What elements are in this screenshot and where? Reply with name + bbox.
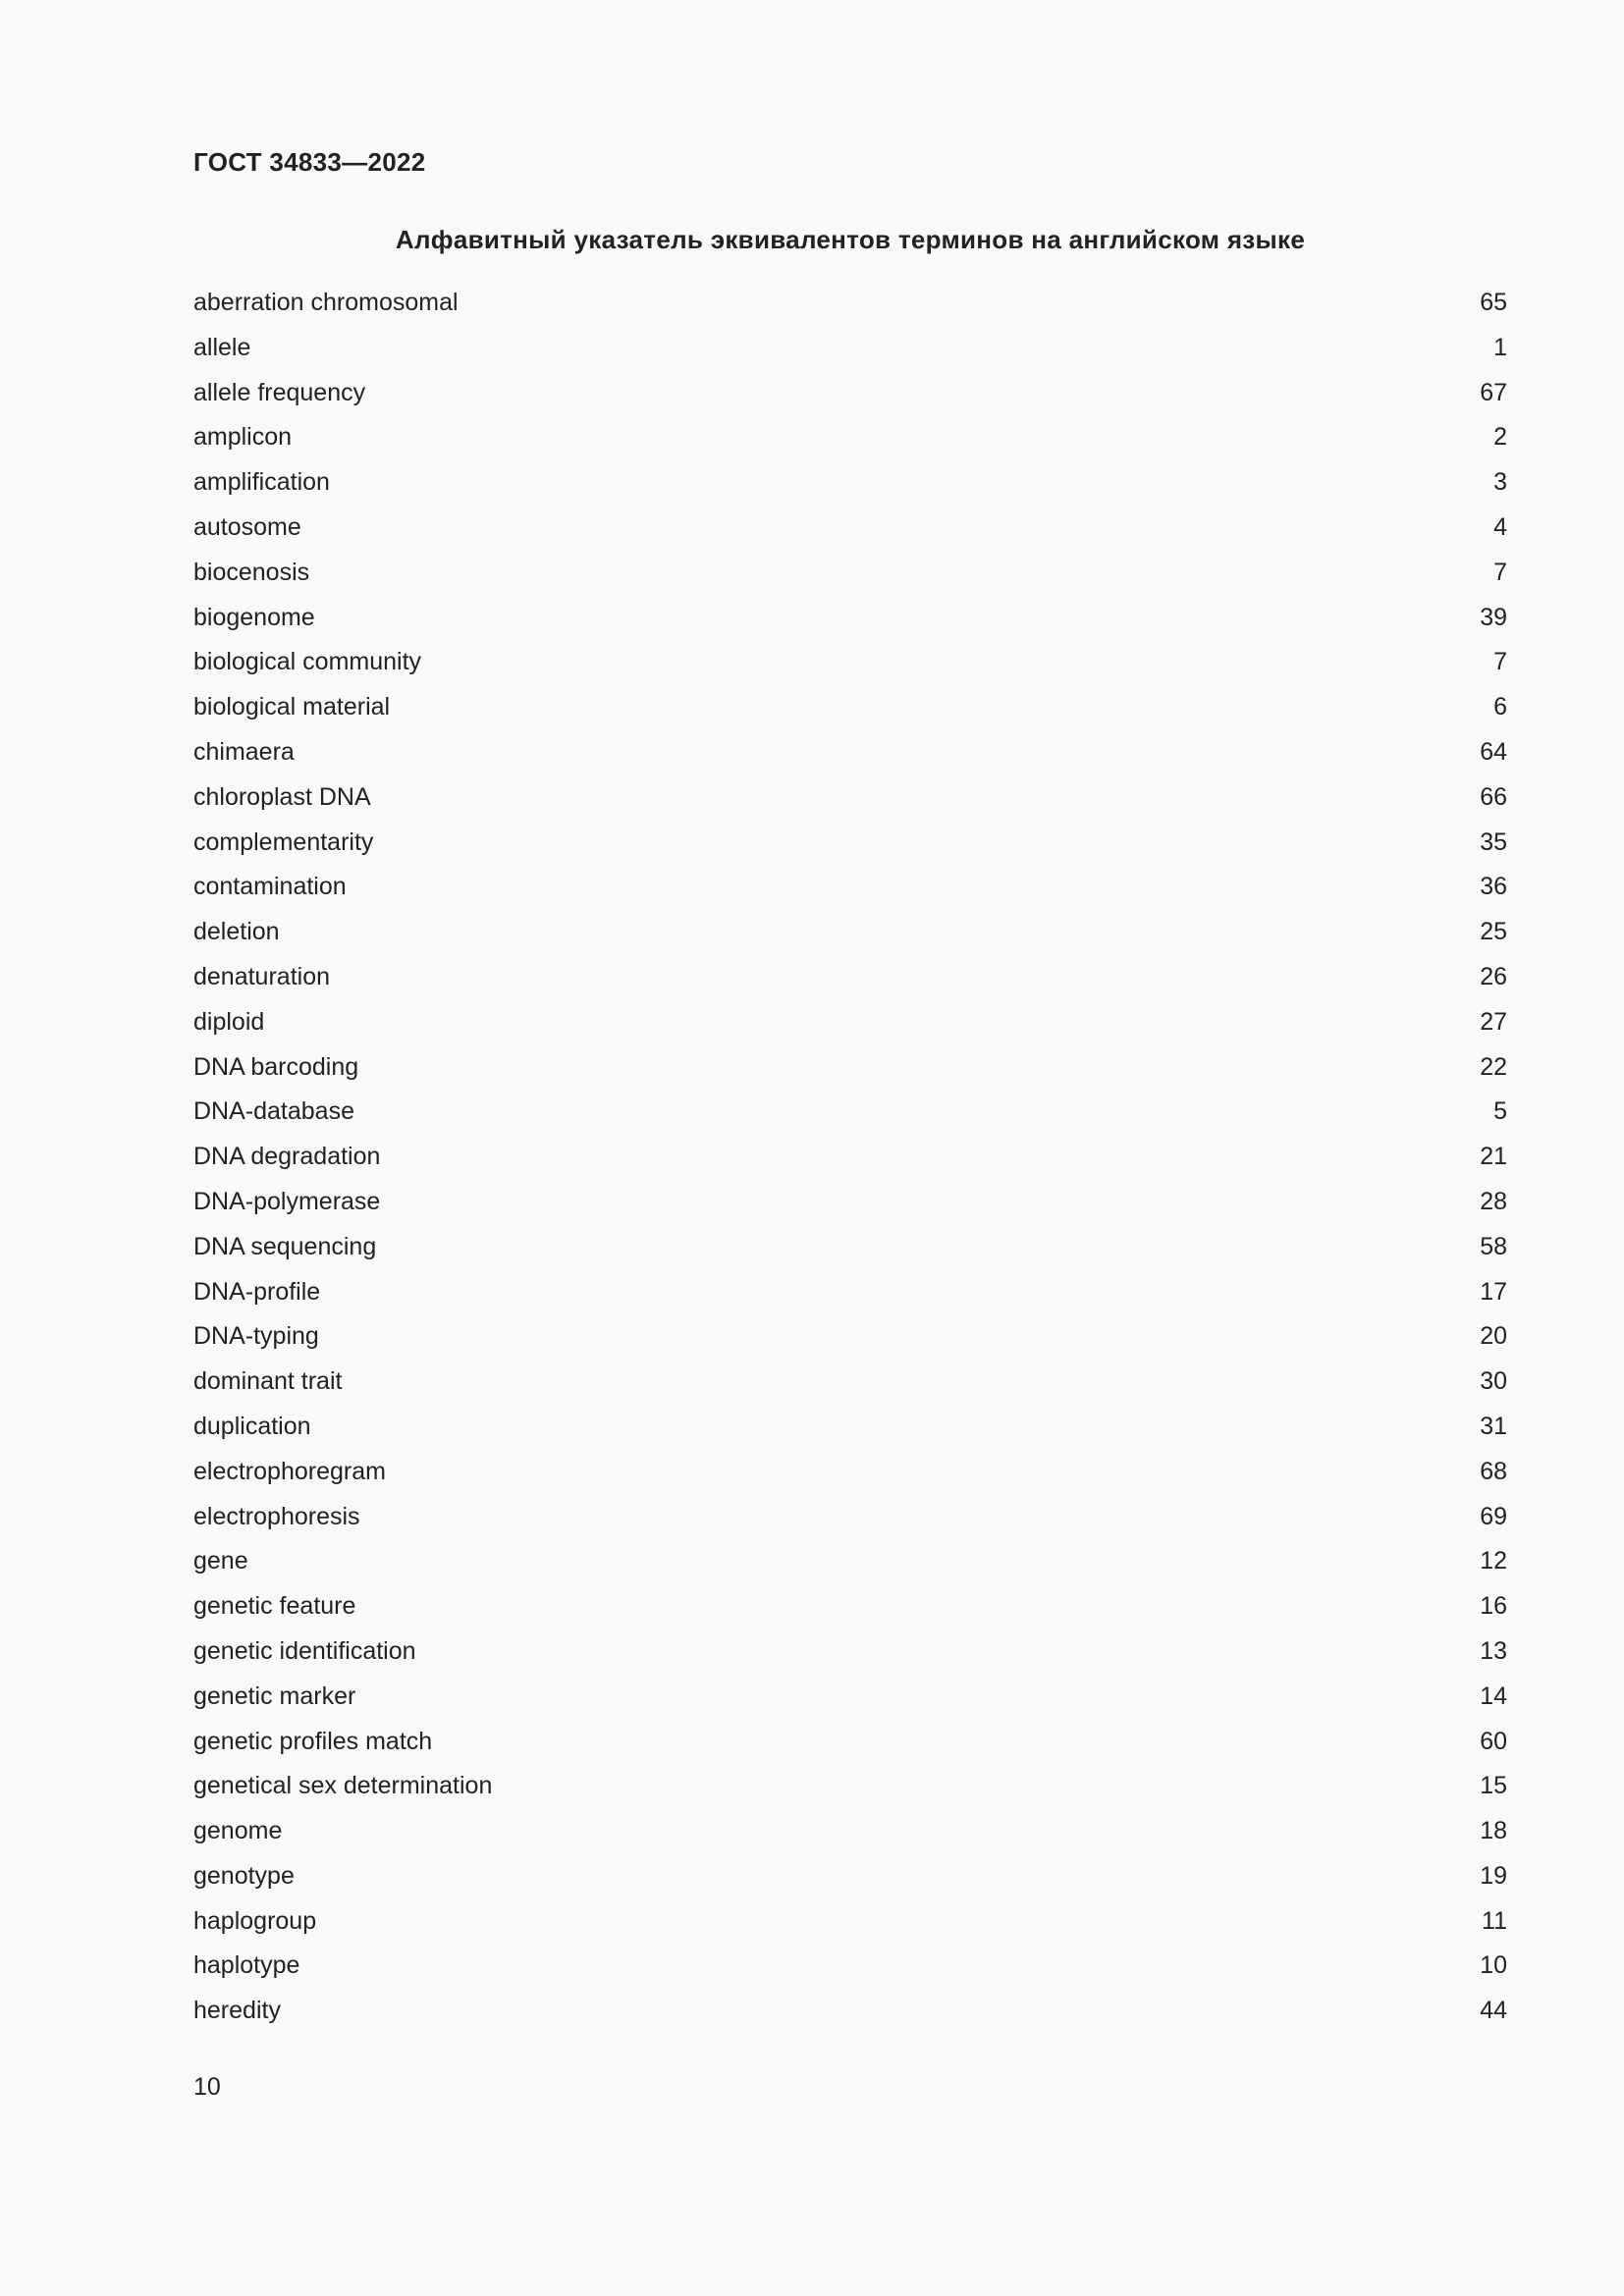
index-entry bbox=[193, 873, 1507, 918]
entry-number: 31 bbox=[1480, 1412, 1507, 1440]
index-entry bbox=[193, 918, 1507, 963]
entry-term: complementarity bbox=[193, 828, 374, 856]
entry-term: chloroplast DNA bbox=[193, 782, 371, 811]
entry-term: gene bbox=[193, 1547, 248, 1575]
entry-term: DNA-polymerase bbox=[193, 1187, 381, 1215]
entry-term: genetical sex determination bbox=[193, 1772, 493, 1800]
entry-number: 69 bbox=[1480, 1502, 1507, 1530]
entry-term: haplogroup bbox=[193, 1906, 317, 1935]
entry-term: DNA degradation bbox=[193, 1143, 381, 1171]
entry-term: duplication bbox=[193, 1412, 311, 1440]
document-page bbox=[193, 0, 1507, 2296]
document-code: ГОСТ 34833—2022 bbox=[193, 147, 426, 177]
index-entry bbox=[193, 423, 1507, 468]
entry-number: 28 bbox=[1480, 1187, 1507, 1215]
index-entry bbox=[193, 334, 1507, 379]
entry-term: genome bbox=[193, 1817, 283, 1845]
entry-term: haplotype bbox=[193, 1951, 300, 1980]
page-number: 10 bbox=[193, 2073, 221, 2101]
index-entry bbox=[193, 1233, 1507, 1278]
entry-number: 44 bbox=[1480, 1997, 1507, 2025]
index-entry bbox=[193, 1188, 1507, 1233]
index-entry bbox=[193, 1053, 1507, 1098]
index-entry bbox=[193, 1951, 1507, 1997]
entry-number: 19 bbox=[1480, 1861, 1507, 1890]
entry-term: autosome bbox=[193, 512, 301, 541]
entry-number: 6 bbox=[1493, 693, 1507, 721]
entry-number: 2 bbox=[1493, 423, 1507, 452]
entry-number: 22 bbox=[1480, 1052, 1507, 1081]
index-entry bbox=[193, 1458, 1507, 1503]
index-entry bbox=[193, 828, 1507, 874]
entry-term: denaturation bbox=[193, 962, 331, 990]
entry-number: 39 bbox=[1480, 603, 1507, 631]
index-entry bbox=[193, 1143, 1507, 1188]
entry-term: deletion bbox=[193, 918, 280, 946]
entry-number: 64 bbox=[1480, 737, 1507, 766]
index-entry bbox=[193, 1772, 1507, 1817]
index-entry bbox=[193, 1503, 1507, 1548]
entry-number: 7 bbox=[1493, 558, 1507, 586]
entry-number: 18 bbox=[1480, 1817, 1507, 1845]
entry-number: 68 bbox=[1480, 1457, 1507, 1485]
entry-term: biogenome bbox=[193, 603, 315, 631]
entry-number: 67 bbox=[1480, 378, 1507, 406]
entry-number: 58 bbox=[1480, 1232, 1507, 1260]
entry-term: biological material bbox=[193, 693, 391, 721]
index-entry bbox=[193, 1413, 1507, 1458]
index-title: Алфавитный указатель эквивалентов терминов на английском языке bbox=[395, 225, 1306, 254]
index-entry bbox=[193, 1097, 1507, 1143]
entry-number: 7 bbox=[1493, 648, 1507, 676]
entry-number: 13 bbox=[1480, 1636, 1507, 1665]
entry-term: heredity bbox=[193, 1997, 281, 2025]
index-entry bbox=[193, 468, 1507, 513]
entry-term: amplicon bbox=[193, 423, 293, 452]
entry-term: DNA sequencing bbox=[193, 1232, 377, 1260]
entry-number: 21 bbox=[1480, 1143, 1507, 1171]
index-entry bbox=[193, 738, 1507, 783]
entry-term: DNA-typing bbox=[193, 1322, 319, 1351]
entry-number: 14 bbox=[1480, 1682, 1507, 1710]
entry-term: allele frequency bbox=[193, 378, 366, 406]
entry-number: 65 bbox=[1480, 289, 1507, 316]
entry-number: 30 bbox=[1480, 1367, 1507, 1396]
entry-number: 15 bbox=[1480, 1772, 1507, 1800]
index-entry bbox=[193, 1907, 1507, 1952]
entry-term: contamination bbox=[193, 873, 347, 901]
index-entry bbox=[193, 1547, 1507, 1592]
entry-number: 3 bbox=[1493, 468, 1507, 497]
entry-term: dominant trait bbox=[193, 1367, 343, 1396]
entry-number: 17 bbox=[1480, 1277, 1507, 1306]
index-entry bbox=[193, 1728, 1507, 1773]
entry-number: 25 bbox=[1480, 918, 1507, 946]
index-entry bbox=[193, 559, 1507, 604]
entry-number: 66 bbox=[1480, 782, 1507, 811]
entry-number: 27 bbox=[1480, 1007, 1507, 1036]
entry-number: 11 bbox=[1482, 1906, 1507, 1935]
entry-term: allele bbox=[193, 333, 251, 361]
entry-number: 10 bbox=[1480, 1951, 1507, 1980]
index-entry bbox=[193, 783, 1507, 828]
index-entry bbox=[193, 289, 1507, 334]
index-entry bbox=[193, 1817, 1507, 1862]
term-index-list bbox=[193, 289, 1507, 2042]
index-entry bbox=[193, 379, 1507, 424]
entry-term: electrophoresis bbox=[193, 1502, 360, 1530]
entry-term: amplification bbox=[193, 468, 330, 497]
entry-term: diploid bbox=[193, 1007, 265, 1036]
index-entry bbox=[193, 1322, 1507, 1367]
index-entry bbox=[193, 1682, 1507, 1728]
index-entry bbox=[193, 1862, 1507, 1907]
index-entry bbox=[193, 1592, 1507, 1637]
entry-term: genetic identification bbox=[193, 1636, 416, 1665]
entry-number: 60 bbox=[1480, 1727, 1507, 1755]
entry-term: DNA-profile bbox=[193, 1277, 321, 1306]
index-entry bbox=[193, 693, 1507, 738]
entry-term: aberration chromosomal bbox=[193, 289, 459, 316]
entry-number: 4 bbox=[1493, 512, 1507, 541]
index-entry bbox=[193, 1997, 1507, 2042]
entry-number: 36 bbox=[1480, 873, 1507, 901]
index-entry bbox=[193, 1008, 1507, 1053]
entry-number: 26 bbox=[1480, 962, 1507, 990]
index-entry bbox=[193, 963, 1507, 1008]
entry-term: biocenosis bbox=[193, 558, 310, 586]
entry-term: genotype bbox=[193, 1861, 295, 1890]
entry-term: genetic profiles match bbox=[193, 1727, 433, 1755]
entry-number: 12 bbox=[1480, 1547, 1507, 1575]
index-entry bbox=[193, 513, 1507, 559]
entry-term: genetic marker bbox=[193, 1682, 356, 1710]
index-entry bbox=[193, 648, 1507, 693]
entry-number: 35 bbox=[1480, 828, 1507, 856]
index-entry bbox=[193, 1278, 1507, 1323]
index-entry bbox=[193, 1637, 1507, 1682]
entry-number: 5 bbox=[1493, 1097, 1507, 1126]
entry-term: genetic feature bbox=[193, 1592, 356, 1621]
index-entry bbox=[193, 604, 1507, 649]
entry-term: DNA barcoding bbox=[193, 1052, 359, 1081]
entry-term: chimaera bbox=[193, 737, 295, 766]
entry-term: electrophoregram bbox=[193, 1457, 386, 1485]
entry-number: 20 bbox=[1480, 1322, 1507, 1351]
entry-term: DNA-database bbox=[193, 1097, 354, 1126]
index-entry bbox=[193, 1367, 1507, 1413]
entry-number: 16 bbox=[1480, 1592, 1507, 1621]
entry-term: biological community bbox=[193, 648, 422, 676]
entry-number: 1 bbox=[1493, 333, 1507, 361]
